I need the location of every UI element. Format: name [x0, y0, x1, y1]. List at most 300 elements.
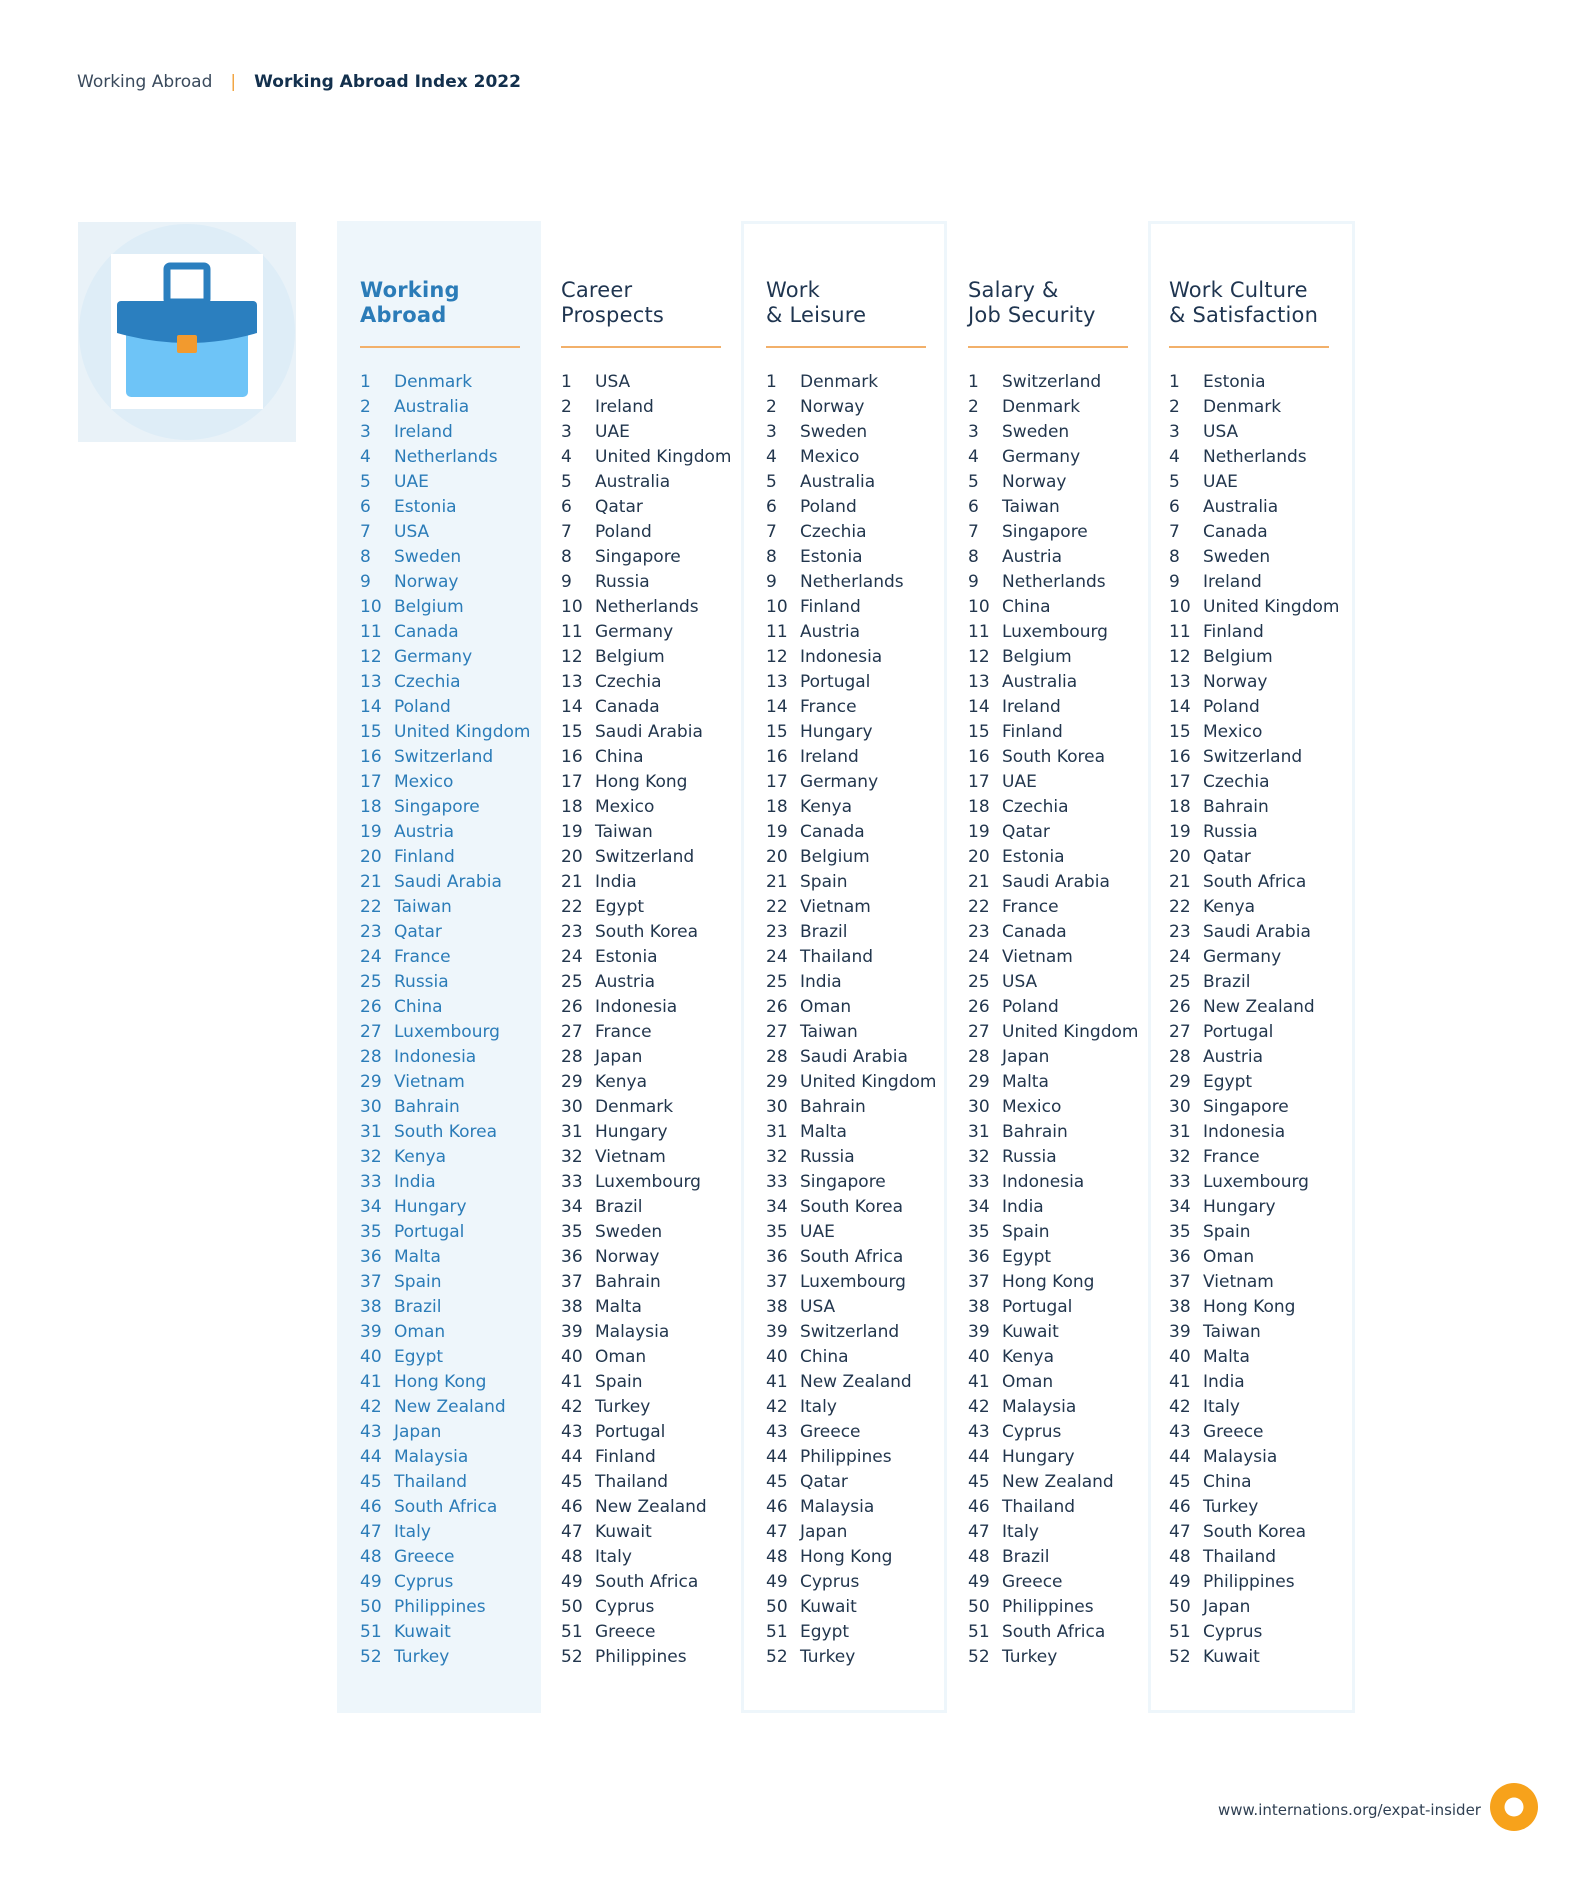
country-name: Mexico: [800, 447, 860, 467]
country-name: Greece: [1203, 1422, 1264, 1442]
rank-number: 20: [561, 847, 583, 867]
country-name: Italy: [1203, 1397, 1240, 1417]
rank-number: 38: [360, 1297, 382, 1317]
ranking-item: [561, 1045, 761, 1070]
ranking-item: [561, 395, 761, 420]
rank-number: 31: [561, 1122, 583, 1142]
rank-number: 2: [1169, 397, 1180, 417]
rank-number: 37: [968, 1272, 990, 1292]
rank-number: 34: [968, 1197, 990, 1217]
country-name: Malta: [1002, 1072, 1049, 1092]
ranking-item: [766, 1620, 966, 1645]
rank-number: 26: [968, 997, 990, 1017]
rank-number: 32: [766, 1147, 788, 1167]
country-name: India: [394, 1172, 436, 1192]
ranking-item: [766, 645, 966, 670]
ranking-item: [360, 1220, 560, 1245]
rank-number: 42: [766, 1397, 788, 1417]
rank-number: 17: [968, 772, 990, 792]
country-name: South Korea: [394, 1122, 498, 1142]
ranking-item: [360, 945, 560, 970]
ranking-item: [1169, 720, 1369, 745]
rank-number: 33: [360, 1172, 382, 1192]
rank-number: 2: [766, 397, 777, 417]
rank-number: 20: [766, 847, 788, 867]
country-name: India: [1203, 1372, 1245, 1392]
ranking-item: [766, 1220, 966, 1245]
rank-number: 17: [561, 772, 583, 792]
ranking-item: [561, 545, 761, 570]
country-name: New Zealand: [595, 1497, 707, 1517]
ranking-item: [766, 1245, 966, 1270]
country-name: Egypt: [1002, 1247, 1052, 1267]
country-name: Turkey: [1002, 1647, 1058, 1667]
ranking-item: [1169, 1245, 1369, 1270]
country-name: Finland: [800, 597, 861, 617]
column-salary-job-security: [968, 278, 1158, 1667]
rank-number: 43: [1169, 1422, 1191, 1442]
rank-number: 29: [968, 1072, 990, 1092]
country-name: Brazil: [800, 922, 848, 942]
country-name: Estonia: [1002, 847, 1065, 867]
ranking-item: [561, 645, 761, 670]
rank-number: 44: [968, 1447, 990, 1467]
country-name: South Africa: [1203, 872, 1307, 892]
ranking-item: [1169, 1095, 1369, 1120]
country-name: United Kingdom: [394, 722, 531, 742]
ranking-item: [360, 1495, 560, 1520]
ranking-item: [360, 1270, 560, 1295]
rank-number: 34: [561, 1197, 583, 1217]
ranking-item: [1169, 1170, 1369, 1195]
rank-number: 46: [360, 1497, 382, 1517]
rank-number: 46: [766, 1497, 788, 1517]
ranking-item: [561, 720, 761, 745]
country-name: Vietnam: [394, 1072, 465, 1092]
ranking-item: [1169, 1470, 1369, 1495]
country-name: Denmark: [595, 1097, 674, 1117]
rank-number: 11: [561, 622, 583, 642]
ranking-item: [561, 445, 761, 470]
rank-number: 50: [561, 1597, 583, 1617]
country-name: Luxembourg: [595, 1172, 701, 1192]
rank-number: 18: [968, 797, 990, 817]
rank-number: 35: [968, 1222, 990, 1242]
rank-number: 6: [1169, 497, 1180, 517]
ranking-item: [766, 1445, 966, 1470]
country-name: South Africa: [595, 1572, 699, 1592]
ranking-item: [766, 370, 966, 395]
rank-number: 41: [1169, 1372, 1191, 1392]
rank-number: 32: [561, 1147, 583, 1167]
country-name: Spain: [595, 1372, 643, 1392]
country-name: Russia: [394, 972, 449, 992]
ranking-item: [561, 1470, 761, 1495]
country-name: Austria: [394, 822, 455, 842]
ranking-item: [360, 620, 560, 645]
ranking-item: [1169, 1195, 1369, 1220]
rank-number: 41: [968, 1372, 990, 1392]
rank-number: 18: [561, 797, 583, 817]
ranking-item: [561, 1120, 761, 1145]
ranking-item: [968, 620, 1168, 645]
country-name: Norway: [800, 397, 865, 417]
ranking-item: [1169, 495, 1369, 520]
ranking-item: [1169, 945, 1369, 970]
country-name: Bahrain: [1203, 797, 1269, 817]
ranking-item: [1169, 895, 1369, 920]
country-name: Czechia: [595, 672, 662, 692]
ranking-item: [968, 945, 1168, 970]
country-name: Sweden: [1002, 422, 1070, 442]
rank-number: 40: [766, 1347, 788, 1367]
ranking-item: [360, 1295, 560, 1320]
rank-number: 15: [968, 722, 990, 742]
country-name: Taiwan: [394, 897, 452, 917]
country-name: Switzerland: [1203, 747, 1303, 767]
country-name: Saudi Arabia: [800, 1047, 908, 1067]
country-name: UAE: [394, 472, 429, 492]
ranking-item: [766, 1545, 966, 1570]
country-name: Russia: [800, 1147, 855, 1167]
rank-number: 27: [360, 1022, 382, 1042]
country-name: Vietnam: [800, 897, 871, 917]
rank-number: 9: [1169, 572, 1180, 592]
ranking-item: [968, 1295, 1168, 1320]
column-work-culture-satisfaction: [1169, 278, 1359, 1667]
country-name: Bahrain: [595, 1272, 661, 1292]
country-name: Turkey: [1203, 1497, 1259, 1517]
rank-number: 42: [360, 1397, 382, 1417]
ranking-item: [360, 1120, 560, 1145]
ranking-item: [766, 1420, 966, 1445]
rank-number: 39: [766, 1322, 788, 1342]
rank-number: 19: [561, 822, 583, 842]
ranking-item: [360, 995, 560, 1020]
ranking-item: [561, 870, 761, 895]
rank-number: 4: [968, 447, 979, 467]
rank-number: 3: [561, 422, 572, 442]
country-name: Turkey: [800, 1647, 856, 1667]
rank-number: 41: [360, 1372, 382, 1392]
ranking-item: [766, 495, 966, 520]
rank-number: 1: [968, 372, 979, 392]
rank-number: 45: [561, 1472, 583, 1492]
country-name: Taiwan: [800, 1022, 858, 1042]
country-name: Portugal: [595, 1422, 666, 1442]
rank-number: 51: [561, 1622, 583, 1642]
country-name: Norway: [1002, 472, 1067, 492]
country-name: New Zealand: [1002, 1472, 1114, 1492]
rank-number: 11: [1169, 622, 1191, 642]
country-name: Kenya: [1002, 1347, 1055, 1367]
ranking-item: [1169, 1595, 1369, 1620]
country-name: Indonesia: [394, 1047, 477, 1067]
ranking-item: [561, 820, 761, 845]
ranking-item: [561, 1270, 761, 1295]
ranking-item: [1169, 620, 1369, 645]
country-name: Thailand: [800, 947, 874, 967]
country-name: Malta: [1203, 1347, 1250, 1367]
rank-number: 44: [766, 1447, 788, 1467]
country-name: Germany: [595, 622, 674, 642]
country-name: Portugal: [800, 672, 871, 692]
ranking-item: [1169, 395, 1369, 420]
column-work-leisure: [766, 278, 956, 1667]
ranking-item: [968, 545, 1168, 570]
country-name: Bahrain: [1002, 1122, 1068, 1142]
rank-number: 50: [968, 1597, 990, 1617]
ranking-item: [968, 1370, 1168, 1395]
rank-number: 27: [766, 1022, 788, 1042]
country-name: Sweden: [394, 547, 462, 567]
ranking-item: [968, 1445, 1168, 1470]
country-name: Japan: [394, 1422, 442, 1442]
country-name: USA: [1002, 972, 1038, 992]
ranking-item: [360, 845, 560, 870]
rank-number: 20: [1169, 847, 1191, 867]
country-name: Qatar: [1002, 822, 1050, 842]
column-working-abroad: [360, 278, 550, 1667]
rank-number: 13: [360, 672, 382, 692]
country-name: Brazil: [1002, 1547, 1050, 1567]
country-name: Qatar: [800, 1472, 848, 1492]
rank-number: 47: [766, 1522, 788, 1542]
rank-number: 11: [360, 622, 382, 642]
ranking-item: [968, 1070, 1168, 1095]
rank-number: 48: [1169, 1547, 1191, 1567]
country-name: Singapore: [1203, 1097, 1289, 1117]
rank-number: 16: [561, 747, 583, 767]
country-name: Thailand: [595, 1472, 669, 1492]
rank-number: 12: [766, 647, 788, 667]
rank-number: 44: [1169, 1447, 1191, 1467]
country-name: Singapore: [1002, 522, 1088, 542]
rank-number: 5: [1169, 472, 1180, 492]
country-name: Kuwait: [1203, 1647, 1260, 1667]
ranking-item: [968, 670, 1168, 695]
rank-number: 19: [1169, 822, 1191, 842]
ranking-item: [968, 720, 1168, 745]
ranking-item: [968, 1520, 1168, 1545]
ranking-item: [766, 1570, 966, 1595]
ranking-item: [360, 795, 560, 820]
country-name: South Korea: [1203, 1522, 1307, 1542]
country-name: Malaysia: [1203, 1447, 1278, 1467]
ranking-item: [561, 745, 761, 770]
ranking-item: [968, 645, 1168, 670]
country-name: Cyprus: [1002, 1422, 1062, 1442]
rank-number: 26: [1169, 997, 1191, 1017]
rank-number: 10: [561, 597, 583, 617]
ranking-item: [561, 1070, 761, 1095]
ranking-item: [561, 1220, 761, 1245]
rank-number: 48: [561, 1547, 583, 1567]
ranking-item: [968, 395, 1168, 420]
breadcrumb-section[interactable]: Working Abroad: [77, 72, 213, 92]
ranking-item: [766, 745, 966, 770]
country-name: Saudi Arabia: [1203, 922, 1311, 942]
ranking-item: [1169, 745, 1369, 770]
country-name: Mexico: [394, 772, 454, 792]
ranking-item: [968, 1220, 1168, 1245]
rank-number: 22: [561, 897, 583, 917]
rank-number: 31: [360, 1122, 382, 1142]
column-title: Work Culture & Satisfaction: [1169, 278, 1319, 327]
rank-number: 6: [561, 497, 572, 517]
rank-number: 50: [766, 1597, 788, 1617]
country-name: China: [800, 1347, 849, 1367]
ranking-item: [561, 1495, 761, 1520]
country-name: Sweden: [1203, 547, 1271, 567]
ranking-item: [360, 595, 560, 620]
country-name: Austria: [1203, 1047, 1264, 1067]
rank-number: 22: [766, 897, 788, 917]
country-name: Malaysia: [800, 1497, 875, 1517]
ranking-item: [1169, 1145, 1369, 1170]
country-name: Brazil: [394, 1297, 442, 1317]
country-name: Sweden: [800, 422, 868, 442]
rank-number: 45: [1169, 1472, 1191, 1492]
country-name: Italy: [800, 1397, 837, 1417]
ranking-item: [1169, 1395, 1369, 1420]
rank-number: 23: [360, 922, 382, 942]
country-name: Estonia: [394, 497, 457, 517]
country-name: UAE: [595, 422, 630, 442]
country-name: Malaysia: [595, 1322, 670, 1342]
rank-number: 7: [766, 522, 777, 542]
country-name: UAE: [800, 1222, 835, 1242]
country-name: China: [595, 747, 644, 767]
rank-number: 39: [561, 1322, 583, 1342]
ranking-item: [968, 695, 1168, 720]
country-name: Ireland: [394, 422, 453, 442]
column-title: Salary & Job Security: [968, 278, 1096, 327]
country-name: United Kingdom: [800, 1072, 937, 1092]
rank-number: 28: [766, 1047, 788, 1067]
country-name: Estonia: [800, 547, 863, 567]
rank-number: 40: [968, 1347, 990, 1367]
rank-number: 7: [561, 522, 572, 542]
country-name: Cyprus: [1203, 1622, 1263, 1642]
ranking-item: [360, 370, 560, 395]
country-name: Canada: [394, 622, 459, 642]
ranking-item: [360, 570, 560, 595]
rank-number: 47: [968, 1522, 990, 1542]
country-name: Russia: [1002, 1147, 1057, 1167]
ranking-item: [968, 820, 1168, 845]
ranking-item: [968, 1420, 1168, 1445]
country-name: Japan: [1203, 1597, 1251, 1617]
country-name: Hungary: [394, 1197, 467, 1217]
rank-number: 1: [561, 372, 572, 392]
ranking-item: [766, 1595, 966, 1620]
internations-logo-icon[interactable]: [1490, 1783, 1538, 1831]
country-name: Brazil: [1203, 972, 1251, 992]
ranking-item: [968, 895, 1168, 920]
rank-number: 35: [766, 1222, 788, 1242]
country-name: Indonesia: [800, 647, 883, 667]
rank-number: 20: [360, 847, 382, 867]
rank-number: 41: [561, 1372, 583, 1392]
ranking-item: [766, 845, 966, 870]
rank-number: 24: [766, 947, 788, 967]
ranking-item: [360, 870, 560, 895]
rank-number: 10: [766, 597, 788, 617]
ranking-item: [360, 1095, 560, 1120]
ranking-item: [1169, 820, 1369, 845]
briefcase-icon: [78, 222, 296, 442]
rank-number: 26: [766, 997, 788, 1017]
ranking-item: [561, 945, 761, 970]
ranking-item: [766, 1395, 966, 1420]
rank-number: 26: [360, 997, 382, 1017]
country-name: China: [394, 997, 443, 1017]
ranking-item: [561, 1345, 761, 1370]
country-name: Turkey: [595, 1397, 651, 1417]
rank-number: 41: [766, 1372, 788, 1392]
ranking-item: [561, 770, 761, 795]
country-name: Indonesia: [595, 997, 678, 1017]
rank-number: 1: [766, 372, 777, 392]
country-name: Russia: [595, 572, 650, 592]
country-name: Finland: [595, 1447, 656, 1467]
footer-link[interactable]: www.internations.org/expat-insider: [1218, 1801, 1481, 1819]
ranking-item: [360, 1595, 560, 1620]
rank-number: 12: [968, 647, 990, 667]
ranking-item: [1169, 795, 1369, 820]
country-name: Canada: [595, 697, 660, 717]
ranking-item: [360, 920, 560, 945]
ranking-item: [766, 1045, 966, 1070]
country-name: Kenya: [394, 1147, 447, 1167]
ranking-item: [1169, 870, 1369, 895]
rank-number: 22: [360, 897, 382, 917]
country-name: Malta: [595, 1297, 642, 1317]
ranking-list: [968, 370, 1168, 1670]
rank-number: 7: [968, 522, 979, 542]
country-name: Greece: [800, 1422, 861, 1442]
ranking-list: [360, 370, 560, 1670]
rank-number: 28: [1169, 1047, 1191, 1067]
rank-number: 45: [360, 1472, 382, 1492]
rank-number: 2: [561, 397, 572, 417]
ranking-item: [561, 1170, 761, 1195]
country-name: Philippines: [1203, 1572, 1295, 1592]
ranking-item: [968, 370, 1168, 395]
country-name: Australia: [1002, 672, 1078, 692]
country-name: Japan: [1002, 1047, 1050, 1067]
rank-number: 28: [561, 1047, 583, 1067]
ranking-item: [1169, 920, 1369, 945]
rank-number: 48: [766, 1547, 788, 1567]
rank-number: 19: [766, 822, 788, 842]
ranking-item: [1169, 695, 1369, 720]
country-name: Greece: [595, 1622, 656, 1642]
column-divider: [968, 346, 1128, 348]
rank-number: 7: [360, 522, 371, 542]
country-name: Spain: [1203, 1222, 1251, 1242]
country-name: Malta: [800, 1122, 847, 1142]
ranking-item: [968, 1095, 1168, 1120]
country-name: Germany: [1203, 947, 1282, 967]
rank-number: 14: [360, 697, 382, 717]
ranking-item: [968, 570, 1168, 595]
country-name: Singapore: [394, 797, 480, 817]
rank-number: 25: [360, 972, 382, 992]
ranking-item: [766, 1195, 966, 1220]
rank-number: 16: [766, 747, 788, 767]
